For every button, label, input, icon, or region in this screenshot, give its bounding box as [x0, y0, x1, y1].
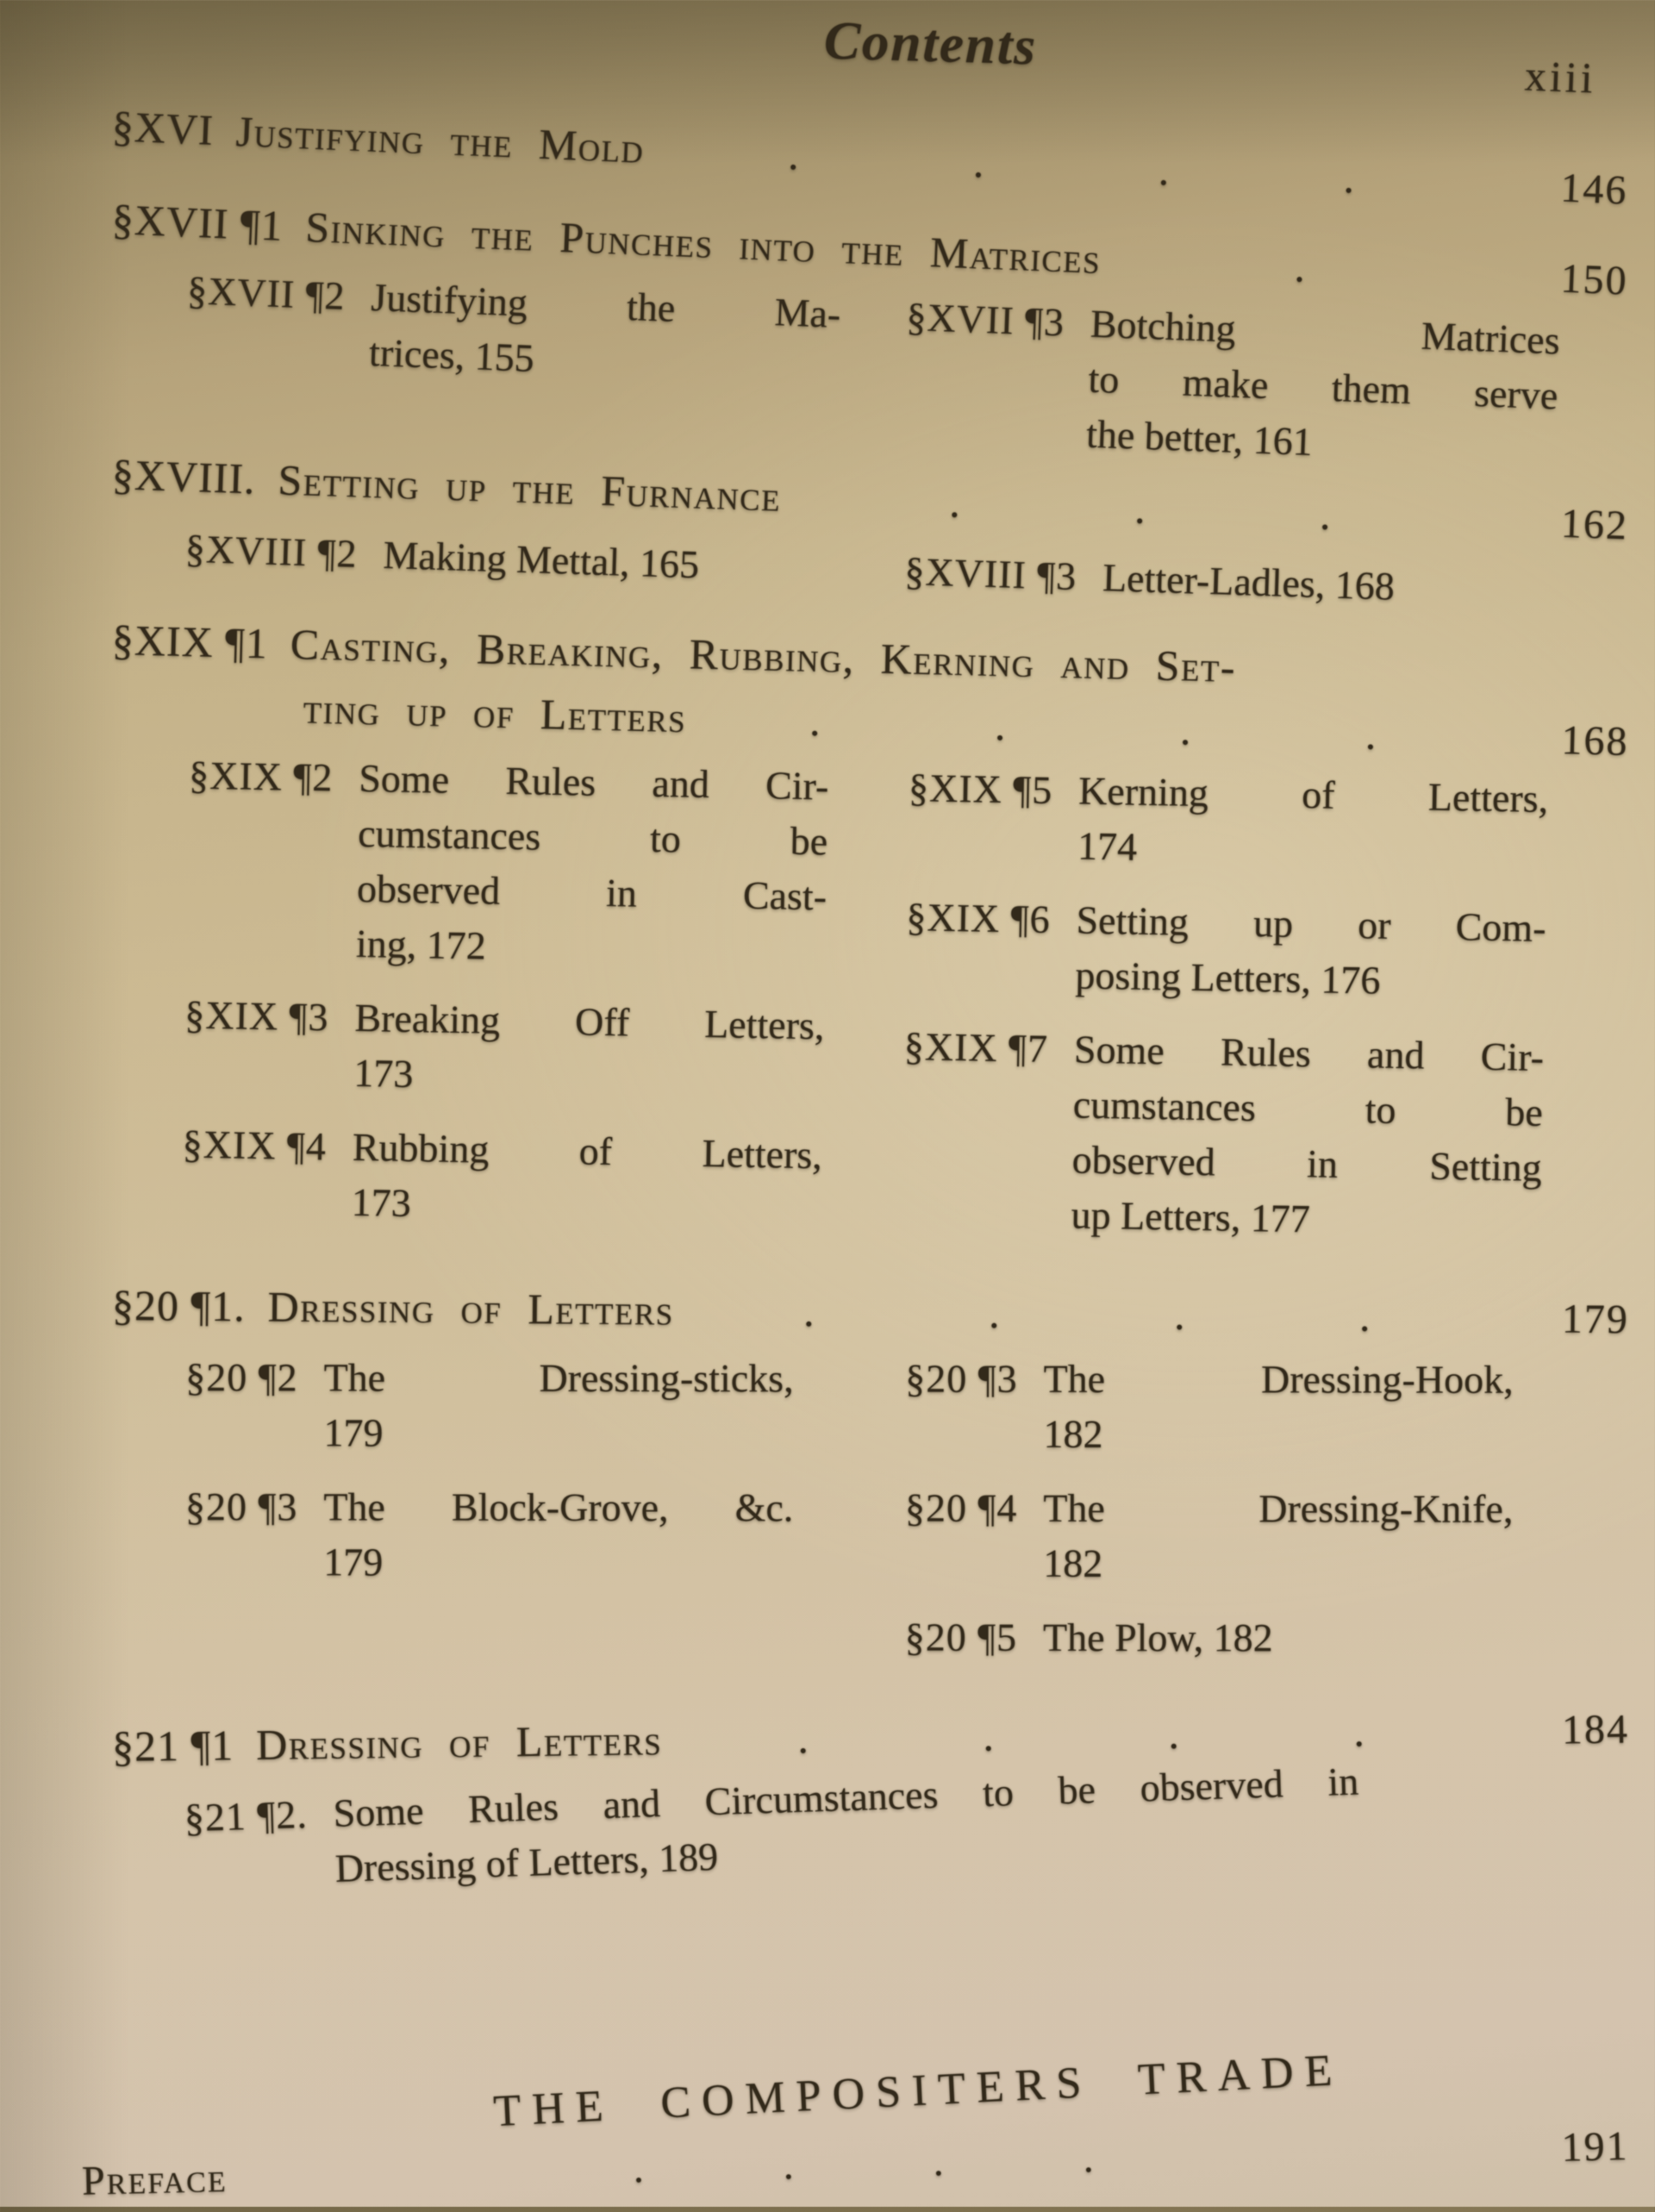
section-label: §20 ¶5 [904, 1615, 1018, 1659]
toc-sub-entry-xix-7 [901, 1019, 1628, 1253]
section-label: §XVII ¶2 [186, 268, 347, 318]
entry-text [333, 1754, 1361, 1896]
entry-text-line: observed in Cast- [356, 865, 828, 919]
entry-text-line: cumstances to be [357, 810, 828, 864]
dot-leader: . [1293, 242, 1307, 291]
entry-text-line: 179 [323, 1540, 384, 1584]
entry-text-line: The Plow, 182 [1043, 1615, 1273, 1660]
left-column [109, 260, 907, 455]
toc-sub-entry-xix-6 [905, 890, 1631, 1013]
entry-page-number: 162 [1560, 500, 1629, 549]
page-header [112, 9, 1629, 103]
entry-text-line: up Letters, 177 [1071, 1192, 1311, 1241]
section-label: §XVII ¶3 [905, 294, 1065, 345]
page-title: Contents [823, 9, 1039, 77]
toc-sub-entry-20-5 [905, 1610, 1629, 1666]
section-label: §XIX ¶1 [111, 615, 269, 668]
toc-subentries-20 [112, 1350, 1630, 1666]
entry-text [1077, 764, 1549, 882]
entry-text-line: Making Mettal, 165 [382, 532, 700, 587]
entry-text-line: 173 [353, 1050, 414, 1097]
section-label: §XVI [110, 102, 215, 154]
entry-text-line: 174 [1077, 823, 1138, 869]
entry-text-line: cumstances to be [1072, 1082, 1544, 1134]
entry-text-line: trices, 155 [368, 329, 535, 380]
left-column [108, 747, 909, 1240]
entry-page-number: 168 [1560, 717, 1630, 765]
section-label: §XIX ¶2 [188, 753, 334, 800]
toc-subentries-xix [108, 747, 1633, 1253]
section-label: §20 ¶1. [111, 1281, 246, 1331]
entry-text-line: Botching Matrices [1090, 301, 1561, 363]
entry-text-line: to make them serve [1087, 356, 1559, 418]
section-label: §20 ¶3 [184, 1484, 298, 1529]
entry-text [351, 1120, 822, 1238]
entry-text-line: Some Rules and Circumstances to be observed in [332, 1759, 1359, 1835]
toc-sub-entry-xvii-2 [184, 263, 908, 400]
entry-text-line: The Block-Grove, &c. [323, 1484, 794, 1530]
entry-page-number: 150 [1559, 255, 1629, 304]
entry-page-number: 146 [1559, 165, 1629, 214]
section-label: §XIX ¶7 [903, 1024, 1049, 1071]
section-label: §XIX ¶4 [182, 1122, 328, 1169]
entry-text [1102, 550, 1573, 620]
entry-title: ting up of Letters [303, 684, 687, 742]
toc-sub-entry-xix-2 [185, 748, 909, 982]
entry-text-line: Letter-Ladles, 168 [1102, 555, 1396, 609]
toc-sub-entry-xviii-3 [904, 544, 1630, 622]
toc-entry-preface-partial [81, 2116, 1630, 2211]
entry-text-line: Kerning of Letters, [1077, 768, 1549, 822]
section-label: §20 ¶2 [185, 1355, 298, 1400]
entry-text [355, 751, 828, 979]
section-label: §XIX ¶3 [184, 992, 329, 1040]
toc-sub-entry-20-2 [185, 1350, 905, 1461]
section-label: §21 ¶1 [111, 1721, 234, 1771]
entry-text-line: ing, 172 [355, 921, 487, 968]
entry-title: Justifying the Mold [234, 107, 646, 172]
section-label: §XVIII ¶3 [903, 548, 1078, 599]
entry-text-line: the better, 161 [1085, 411, 1314, 465]
entry-text [1043, 1481, 1513, 1592]
right-column [904, 544, 1630, 622]
entry-text [1043, 1352, 1513, 1463]
entry-text-line: The Dressing-sticks, [323, 1355, 794, 1401]
section-label: §20 ¶3 [905, 1356, 1018, 1401]
entry-text [353, 990, 825, 1109]
entry-text-line: Setting up or Com- [1076, 897, 1546, 951]
entry-text-line: 182 [1043, 1540, 1103, 1586]
section-label: §XIX ¶5 [908, 765, 1053, 813]
right-column [901, 760, 1633, 1253]
entry-text-line: 173 [351, 1179, 412, 1226]
section-label: §XIX ¶6 [906, 895, 1052, 941]
entry-page-number: 184 [1561, 1706, 1630, 1753]
entry-text-line: Some Rules and Cir- [358, 755, 829, 809]
toc-entry-20 [112, 1274, 1630, 1351]
dot-leader: . . . . [787, 129, 1356, 203]
dot-leader: . . . . [809, 696, 1377, 759]
left-column [112, 1350, 906, 1665]
entry-text-line: 182 [1043, 1411, 1103, 1457]
entry-text-line: Some Rules and Cir- [1073, 1027, 1545, 1079]
toc-sub-entry-xviii-2 [184, 522, 906, 599]
entry-text [368, 270, 841, 397]
section-heading-wrap [112, 2045, 1629, 2137]
entry-text [383, 528, 854, 597]
section-label: §XVIII ¶2 [184, 526, 359, 576]
folio-number: xiii [1524, 51, 1598, 103]
toc-sub-entry-xix-5 [907, 760, 1633, 884]
entry-text-line: Justifying the Ma- [370, 274, 842, 336]
entry-text-line: Breaking Off Letters, [354, 995, 825, 1048]
toc-sub-entry-xix-4 [181, 1116, 902, 1240]
section-label: §20 ¶4 [904, 1485, 1018, 1530]
left-column [111, 519, 906, 599]
toc-sub-entry-xix-3 [184, 987, 905, 1110]
dot-leader: . . . . [796, 1707, 1365, 1763]
right-column [902, 290, 1631, 482]
entry-text-line: The Dressing-Hook, [1043, 1356, 1514, 1402]
section-label: §XVII ¶1 [110, 195, 284, 250]
entry-text [1071, 1022, 1544, 1250]
entry-text-line: observed in Setting [1071, 1137, 1543, 1190]
entry-text [1043, 1610, 1513, 1666]
entry-text-line: 179 [323, 1410, 384, 1455]
toc-sub-entry-20-4 [905, 1481, 1629, 1592]
entry-text-line: Dressing of Letters, 189 [334, 1834, 719, 1890]
entry-page-number: 179 [1561, 1296, 1630, 1343]
entry-title: Setting up the Furnance [277, 455, 783, 521]
toc-sub-entry-20-3-left [185, 1479, 905, 1590]
entry-title: Preface [81, 2154, 228, 2204]
entry-text [1075, 893, 1546, 1011]
hanging-indent-spacer [112, 718, 303, 722]
entry-text [323, 1350, 793, 1461]
entry-text [1085, 297, 1561, 479]
entry-title: Dressing of Letters [255, 1715, 663, 1769]
entry-title: Sinking the Punches into the Matrices [304, 203, 1102, 284]
entry-text-line: posing Letters, 176 [1075, 953, 1381, 1003]
toc-sub-entry-xvii-3 [902, 290, 1631, 482]
section-heading: THE COMPOSITERS TRADE [491, 2045, 1345, 2137]
dot-leader: . . . . [632, 2135, 1095, 2192]
entry-text-line: The Dressing-Knife, [1043, 1485, 1514, 1531]
entry-title: Casting, Breaking, Rubbing, Kerning and Set- [290, 620, 1237, 691]
dot-leader: . . . [948, 478, 1332, 539]
entry-page-number: 191 [1560, 2123, 1630, 2171]
right-column [905, 1352, 1630, 1666]
dot-leader: . . . . [803, 1287, 1371, 1340]
entry-title: Dressing of Letters [267, 1282, 674, 1334]
section-label: §XVIII. [111, 450, 257, 503]
entry-text-line: Rubbing of Letters, [352, 1124, 823, 1178]
entry-text [323, 1479, 793, 1590]
toc-sub-entry-20-3-right [905, 1352, 1629, 1463]
section-label: §21 ¶2. [184, 1791, 309, 1840]
